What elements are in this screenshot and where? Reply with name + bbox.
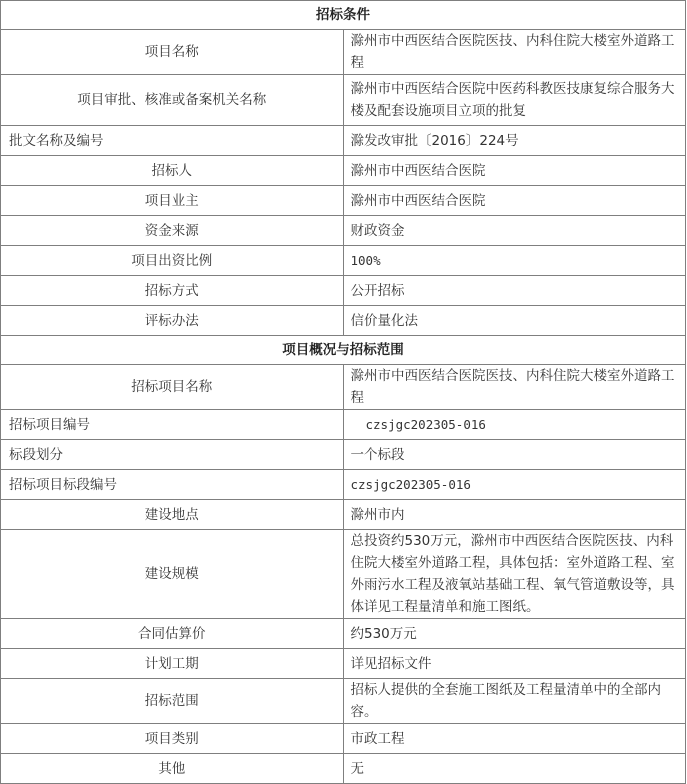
table-row	[1, 649, 686, 679]
table-row	[1, 530, 686, 619]
row-value: 滁州市中西医结合医院医技、内科住院大楼室外道路工程	[343, 30, 686, 75]
row-label: 项目业主	[1, 186, 344, 216]
table-row	[1, 75, 686, 126]
row-value: 滁州市中西医结合医院	[343, 156, 686, 186]
row-value: 无	[343, 754, 686, 784]
row-label: 招标项目编号	[1, 410, 344, 440]
table-row	[1, 410, 686, 440]
table-row	[1, 619, 686, 649]
row-label: 其他	[1, 754, 344, 784]
table-row	[1, 186, 686, 216]
row-label: 评标办法	[1, 306, 344, 336]
row-label: 招标人	[1, 156, 344, 186]
row-label: 招标项目标段编号	[1, 470, 344, 500]
row-label: 批文名称及编号	[1, 126, 344, 156]
row-value: 财政资金	[343, 216, 686, 246]
row-label: 项目类别	[1, 724, 344, 754]
table-row	[1, 216, 686, 246]
table-row	[1, 126, 686, 156]
section-header-row	[1, 336, 686, 365]
row-label: 资金来源	[1, 216, 344, 246]
row-value: 约530万元	[343, 619, 686, 649]
row-value: 招标人提供的全套施工图纸及工程量清单中的全部内容。	[343, 679, 686, 724]
row-value: 滁州市中西医结合医院	[343, 186, 686, 216]
row-label: 招标范围	[1, 679, 344, 724]
row-value: czsjgc202305-016	[343, 410, 686, 440]
table-row	[1, 30, 686, 75]
row-label: 合同估算价	[1, 619, 344, 649]
row-label: 项目名称	[1, 30, 344, 75]
table-row	[1, 724, 686, 754]
row-label: 项目审批、核准或备案机关名称	[1, 75, 344, 126]
row-value: 公开招标	[343, 276, 686, 306]
row-value: 滁州市中西医结合医院医技、内科住院大楼室外道路工程	[343, 365, 686, 410]
row-label: 招标项目名称	[1, 365, 344, 410]
table-row	[1, 246, 686, 276]
table-row	[1, 306, 686, 336]
row-label: 标段划分	[1, 440, 344, 470]
table-row	[1, 156, 686, 186]
table-row	[1, 440, 686, 470]
row-label: 计划工期	[1, 649, 344, 679]
row-value: 100%	[343, 246, 686, 276]
row-value: 信价量化法	[343, 306, 686, 336]
table-row	[1, 276, 686, 306]
section-title-project-overview: 项目概况与招标范围	[1, 336, 686, 365]
row-value: 滁州市内	[343, 500, 686, 530]
row-value: 总投资约530万元，滁州市中西医结合医院医技、内科住院大楼室外道路工程，具体包括：室外道路工程、室外雨污水工程及液氧站基础工程、氧气管道敷设等，具体详见工程量清单和施工图纸。	[343, 530, 686, 619]
row-value: 滁发改审批〔2016〕224号	[343, 126, 686, 156]
row-label: 招标方式	[1, 276, 344, 306]
row-value: 市政工程	[343, 724, 686, 754]
row-label: 建设地点	[1, 500, 344, 530]
table-row	[1, 365, 686, 410]
table-row	[1, 470, 686, 500]
row-value: 一个标段	[343, 440, 686, 470]
section-header-row	[1, 1, 686, 30]
row-value: 详见招标文件	[343, 649, 686, 679]
row-label: 建设规模	[1, 530, 344, 619]
table-row	[1, 500, 686, 530]
row-label: 项目出资比例	[1, 246, 344, 276]
section-title-tender-conditions: 招标条件	[1, 1, 686, 30]
row-value: 滁州市中西医结合医院中医药科教医技康复综合服务大楼及配套设施项目立项的批复	[343, 75, 686, 126]
table-row	[1, 679, 686, 724]
table-row	[1, 754, 686, 784]
row-value: czsjgc202305-016	[343, 470, 686, 500]
